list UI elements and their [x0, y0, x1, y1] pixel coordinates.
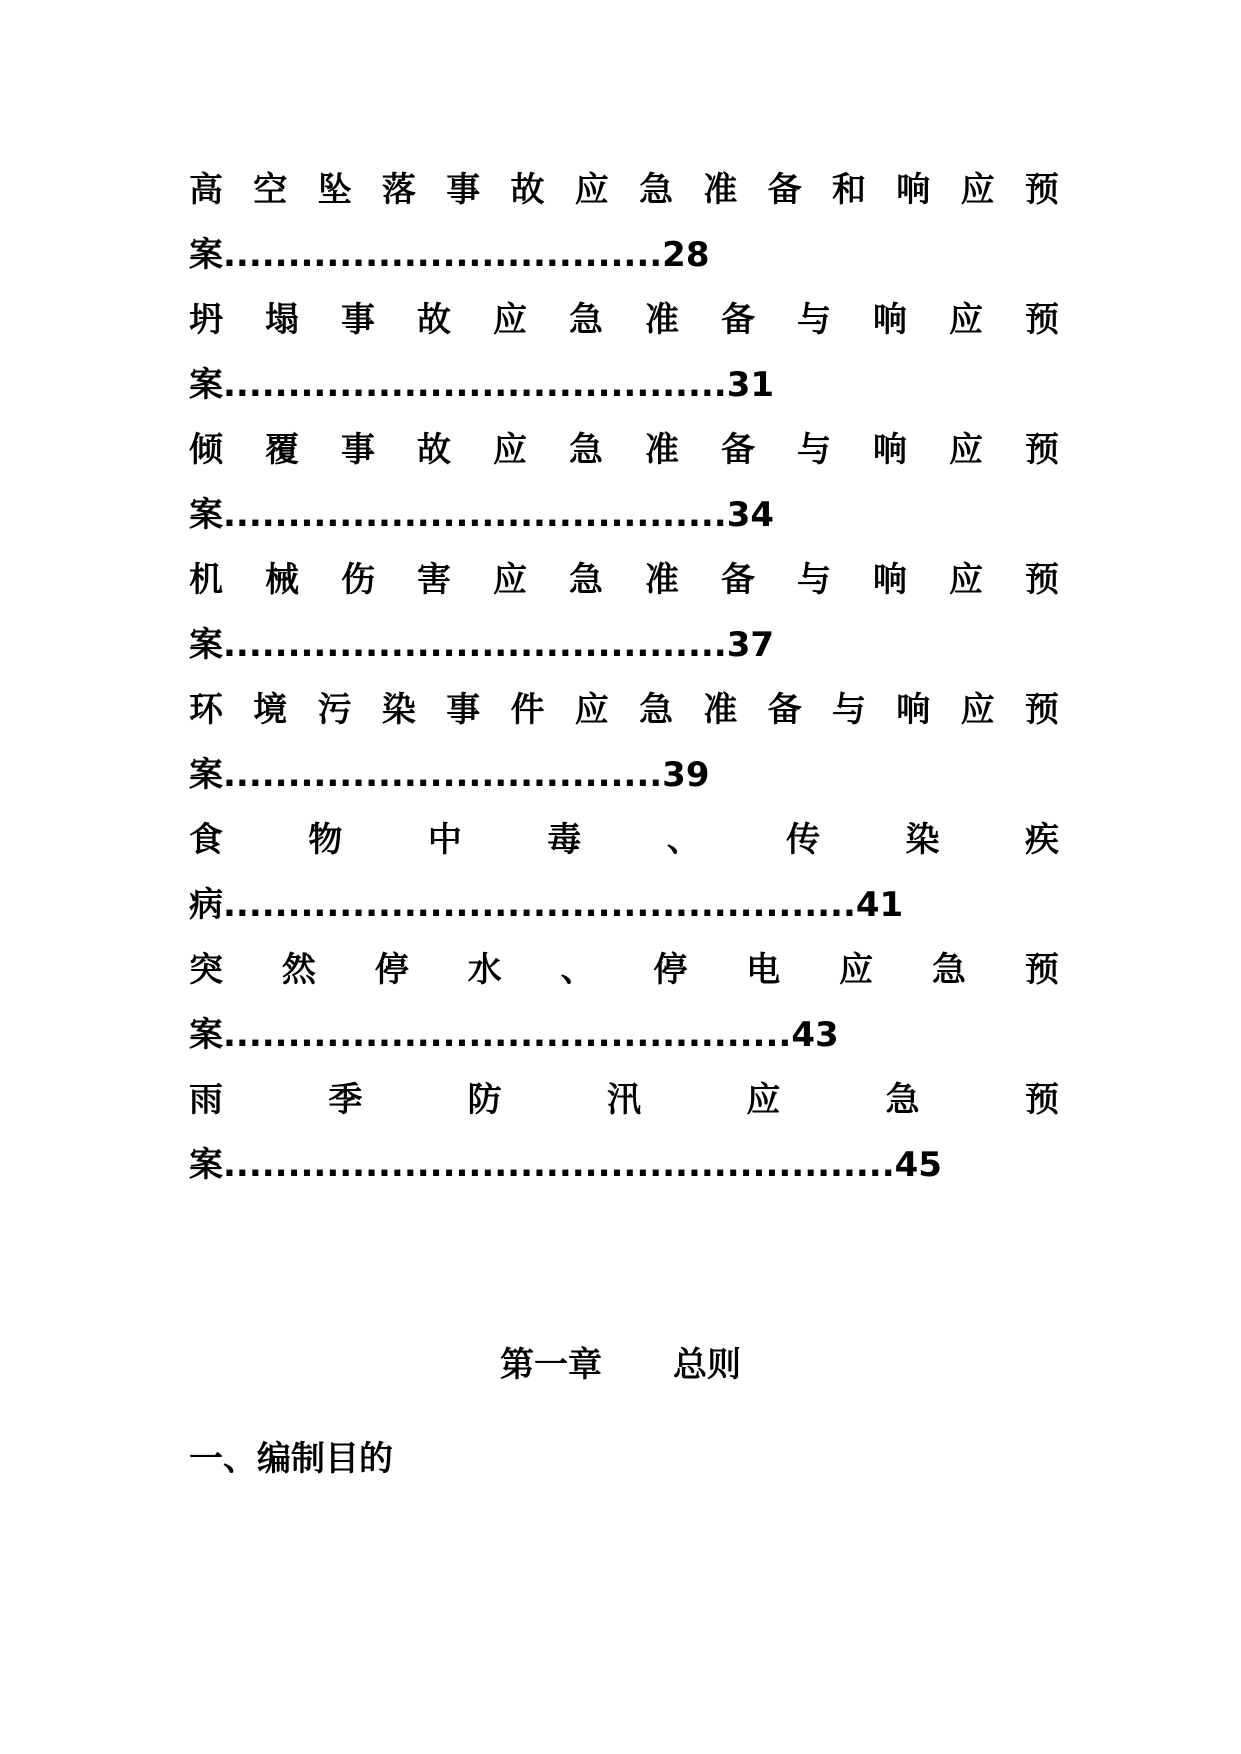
toc-entry-continuation	[189, 743, 1059, 808]
chapter-number: 第一章	[499, 1345, 602, 1385]
toc-entry-cont-char: 案	[189, 1145, 223, 1185]
toc-title-char: 突	[189, 950, 223, 990]
toc-entry-title	[189, 938, 1059, 1003]
toc-title-char: 坍	[189, 300, 223, 340]
toc-title-char: 与	[831, 690, 866, 730]
section-heading: 一、编制目的	[189, 1439, 393, 1479]
toc-title-char: 响	[873, 560, 907, 600]
toc-page-number: 28	[662, 235, 710, 275]
toc-title-char: 急	[932, 950, 966, 990]
toc-title-char: 、	[560, 950, 595, 990]
toc-title-char: 与	[797, 560, 831, 600]
toc-title-char: 食	[189, 820, 223, 860]
toc-title-char: 环	[189, 690, 223, 730]
toc-title-char: 预	[1025, 300, 1059, 340]
toc-title-char: 境	[253, 690, 288, 730]
toc-title-char: 备	[721, 430, 755, 470]
toc-title-char: 应	[960, 690, 995, 730]
toc-title-char: 应	[493, 300, 527, 340]
toc-entry[interactable]	[189, 548, 1059, 678]
toc-title-char: 事	[446, 170, 481, 210]
toc-title-char: 中	[427, 820, 462, 860]
toc-title-char: 落	[381, 170, 416, 210]
toc-leader-dots: ..................................	[223, 235, 663, 275]
toc-title-char: 预	[1025, 430, 1059, 470]
toc-title-char: 与	[797, 430, 831, 470]
toc-entry[interactable]	[189, 418, 1059, 548]
toc-title-char: 应	[493, 560, 527, 600]
toc-entry[interactable]	[189, 288, 1059, 418]
toc-title-char: 污	[317, 690, 352, 730]
toc-entry-title	[189, 678, 1059, 743]
toc-entry-continuation	[189, 353, 1059, 418]
toc-title-char: 应	[574, 170, 609, 210]
toc-entry-cont-char: 病	[189, 885, 223, 925]
toc-title-char: 机	[189, 560, 223, 600]
toc-leader-dots: ............................................	[223, 1015, 792, 1055]
toc-title-char: 倾	[189, 430, 223, 470]
toc-entry-title	[189, 548, 1059, 613]
toc-title-char: 备	[721, 560, 755, 600]
toc-title-char: 事	[341, 300, 375, 340]
toc-title-char: 准	[645, 300, 679, 340]
toc-title-char: 防	[467, 1080, 502, 1120]
toc-leader-dots: .......................................	[223, 625, 727, 665]
toc-title-char: 应	[949, 430, 983, 470]
toc-title-char: 高	[189, 170, 223, 210]
toc-title-char: 和	[831, 170, 866, 210]
toc-title-char: 急	[569, 430, 603, 470]
toc-title-char: 故	[417, 300, 451, 340]
toc-title-char: 应	[746, 1080, 781, 1120]
toc-title-char: 伤	[341, 560, 375, 600]
toc-title-char: 预	[1024, 690, 1059, 730]
toc-title-char: 水	[467, 950, 502, 990]
toc-page-number: 45	[894, 1145, 942, 1185]
toc-title-char: 季	[328, 1080, 363, 1120]
chapter-heading	[0, 1340, 1241, 1390]
toc-leader-dots: ....................................................	[223, 1145, 895, 1185]
toc-title-char: 备	[721, 300, 755, 340]
toc-entry-cont-char: 案	[189, 235, 223, 275]
toc-title-char: 预	[1024, 170, 1059, 210]
toc-title-char: 应	[839, 950, 874, 990]
toc-page-number: 34	[726, 495, 775, 535]
toc-title-char: 雨	[189, 1080, 223, 1120]
toc-title-char: 应	[949, 300, 983, 340]
toc-title-char: 停	[653, 950, 688, 990]
toc-title-char: 染	[905, 820, 940, 860]
toc-title-char: 准	[703, 690, 738, 730]
toc-entry[interactable]	[189, 938, 1059, 1068]
toc-entry-title	[189, 288, 1059, 353]
toc-leader-dots: .................................................	[223, 885, 856, 925]
toc-entry-cont-char: 案	[189, 365, 223, 405]
toc-entry-continuation	[189, 1133, 1059, 1198]
toc-entry[interactable]	[189, 1068, 1059, 1198]
toc-title-char: 准	[645, 430, 679, 470]
toc-entry-title	[189, 1068, 1059, 1133]
toc-title-char: 应	[493, 430, 527, 470]
toc-title-char: 然	[281, 950, 316, 990]
toc-entry-continuation	[189, 483, 1059, 548]
toc-page-number: 43	[791, 1015, 839, 1055]
toc-entry[interactable]	[189, 808, 1059, 938]
toc-title-char: 应	[949, 560, 983, 600]
toc-title-char: 预	[1024, 950, 1059, 990]
toc-title-char: 准	[703, 170, 738, 210]
toc-entry-cont-char: 案	[189, 1015, 223, 1055]
toc-page-number: 41	[855, 885, 904, 925]
toc-entry-cont-char: 案	[189, 755, 223, 795]
toc-title-char: 急	[569, 560, 603, 600]
toc-title-char: 覆	[265, 430, 299, 470]
toc-leader-dots: .......................................	[223, 495, 727, 535]
toc-title-char: 塌	[265, 300, 299, 340]
toc-title-char: 与	[797, 300, 831, 340]
toc-title-char: 停	[374, 950, 409, 990]
toc-entry-title	[189, 808, 1059, 873]
toc-entry-continuation	[189, 613, 1059, 678]
toc-title-char: 事	[446, 690, 481, 730]
toc-title-char: 传	[786, 820, 821, 860]
toc-title-char: 械	[265, 560, 299, 600]
toc-leader-dots: .......................................	[223, 365, 727, 405]
toc-title-char: 毒	[547, 820, 582, 860]
toc-title-char: 急	[639, 690, 674, 730]
toc-entry-cont-char: 案	[189, 625, 223, 665]
toc-title-char: 、	[666, 820, 701, 860]
toc-title-char: 急	[639, 170, 674, 210]
toc-title-char: 故	[417, 430, 451, 470]
toc-title-char: 响	[896, 170, 931, 210]
toc-title-char: 件	[510, 690, 545, 730]
toc-title-char: 疾	[1024, 820, 1059, 860]
toc-title-char: 响	[873, 300, 907, 340]
toc-page-number: 31	[726, 365, 775, 405]
toc-title-char: 事	[341, 430, 375, 470]
toc-page-number: 39	[662, 755, 710, 795]
toc-title-char: 准	[645, 560, 679, 600]
toc-title-char: 故	[510, 170, 545, 210]
toc-title-char: 备	[767, 690, 802, 730]
toc-entry[interactable]	[189, 678, 1059, 808]
toc-leader-dots: ..................................	[223, 755, 663, 795]
toc-title-char: 响	[896, 690, 931, 730]
toc-title-char: 汛	[606, 1080, 641, 1120]
toc-entry-continuation	[189, 873, 1059, 938]
toc-entry[interactable]	[189, 158, 1059, 288]
toc-title-char: 空	[253, 170, 288, 210]
toc-title-char: 急	[885, 1080, 920, 1120]
toc-title-char: 染	[381, 690, 416, 730]
toc-title-char: 电	[746, 950, 781, 990]
toc-title-char: 备	[767, 170, 802, 210]
toc-title-char: 预	[1024, 1080, 1059, 1120]
toc-title-char: 预	[1025, 560, 1059, 600]
toc-entry-title	[189, 418, 1059, 483]
toc-page-number: 37	[726, 625, 775, 665]
toc-title-char: 应	[574, 690, 609, 730]
toc-entry-continuation	[189, 223, 1059, 288]
toc-title-char: 急	[569, 300, 603, 340]
chapter-name: 总则	[673, 1345, 742, 1385]
table-of-contents	[189, 158, 1059, 1198]
toc-title-char: 坠	[317, 170, 352, 210]
toc-title-char: 应	[960, 170, 995, 210]
toc-title-char: 物	[308, 820, 343, 860]
toc-title-char: 响	[873, 430, 907, 470]
toc-entry-cont-char: 案	[189, 495, 223, 535]
toc-title-char: 害	[417, 560, 451, 600]
toc-entry-title	[189, 158, 1059, 223]
toc-entry-continuation	[189, 1003, 1059, 1068]
